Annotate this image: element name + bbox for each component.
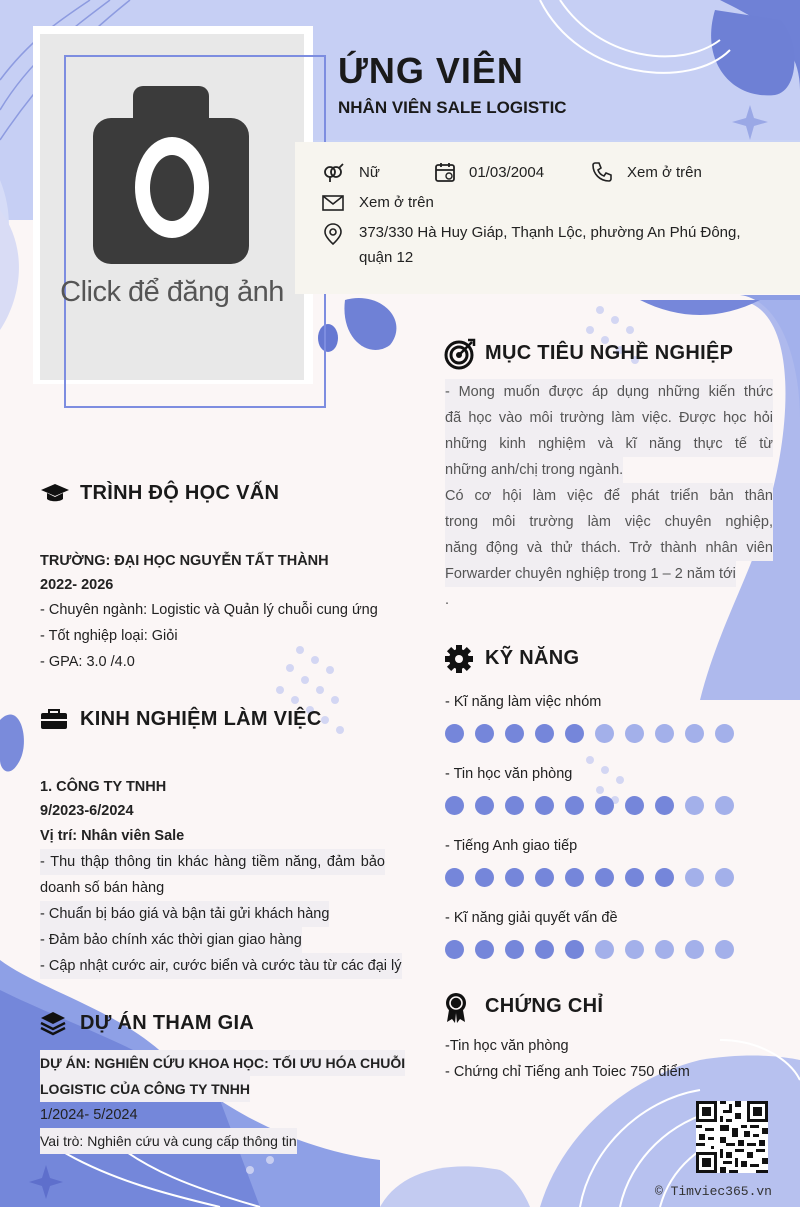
- award-icon: [444, 992, 468, 1024]
- skill-dot-filled: [505, 724, 524, 743]
- layers-icon: [40, 1010, 66, 1036]
- experience-duty: - Chuẩn bị báo giá và bận tải gửi khách hàng: [40, 901, 329, 927]
- skill-dot-filled: [475, 868, 494, 887]
- objective-line: trong môi trường làm việc chuyên nghiệp,: [445, 509, 773, 535]
- experience-period: 9/2023-6/2024: [40, 803, 134, 819]
- calendar-icon: [434, 161, 456, 183]
- skills-title: KỸ NĂNG: [485, 647, 580, 669]
- skill-label: - Tin học văn phòng: [445, 766, 573, 782]
- skill-dot-filled: [445, 940, 464, 959]
- gender-icon: [322, 163, 344, 183]
- experience-title: KINH NGHIỆM LÀM VIỆC: [80, 708, 322, 730]
- phone-value: Xem ở trên: [627, 164, 702, 181]
- skill-dot-filled: [445, 724, 464, 743]
- experience-position: Vị trí: Nhân viên Sale: [40, 828, 185, 844]
- skill-dot-empty: [715, 724, 734, 743]
- skill-dot-empty: [685, 796, 704, 815]
- objective-line: những kinh nghiệm và kĩ năng thực tế từ: [445, 431, 773, 457]
- certificate-item: - Chứng chỉ Tiếng anh Toiec 750 điểm: [445, 1064, 690, 1080]
- graduation-cap-icon: [40, 482, 70, 504]
- project-role: Vai trò: Nghiên cứu và cung cấp thông tin: [40, 1128, 297, 1154]
- qr-code-icon: [696, 1101, 768, 1173]
- mail-icon: [322, 194, 344, 212]
- phone-icon: [591, 161, 613, 183]
- education-line: - Tốt nghiệp loại: Giỏi: [40, 628, 178, 644]
- project-name: LOGISTIC CỦA CÔNG TY TNHH: [40, 1076, 250, 1102]
- skill-dot-filled: [475, 940, 494, 959]
- gear-icon: [444, 644, 474, 674]
- skill-dot-filled: [565, 868, 584, 887]
- skill-dot-filled: [535, 940, 554, 959]
- skill-label: - Kĩ năng làm việc nhóm: [445, 694, 602, 710]
- objective-line: những anh/chị trong ngành.: [445, 457, 623, 483]
- candidate-name: ỨNG VIÊN: [338, 50, 524, 91]
- address-line-1: 373/330 Hà Huy Giáp, Thạnh Lộc, phường An Phú Đông,: [359, 224, 741, 241]
- skill-dot-empty: [655, 724, 674, 743]
- skill-dot-filled: [505, 796, 524, 815]
- location-icon: [324, 223, 342, 245]
- photo-upload-caption[interactable]: Click để đăng ảnh: [60, 276, 284, 308]
- skill-dot-filled: [535, 724, 554, 743]
- objective-line: Có cơ hội làm việc để phát triển bản thân: [445, 483, 773, 509]
- skill-label: - Tiếng Anh giao tiếp: [445, 838, 578, 854]
- education-title: TRÌNH ĐỘ HỌC VẤN: [80, 482, 280, 504]
- camera-lens: [150, 155, 194, 221]
- skill-dot-empty: [625, 724, 644, 743]
- experience-duty: doanh số bán hàng: [40, 880, 165, 896]
- skill-dot-filled: [595, 868, 614, 887]
- experience-duty: - Thu thập thông tin khác hàng tiềm năng, đảm bảo: [40, 849, 385, 875]
- footer-copyright: © Timviec365.vn: [654, 1184, 772, 1199]
- project-name: DỰ ÁN: NGHIÊN CỨU KHOA HỌC: TỐI ƯU HÓA CHUỖI: [40, 1050, 405, 1076]
- skill-dot-filled: [445, 868, 464, 887]
- skill-dot-filled: [565, 940, 584, 959]
- birthdate-value: 01/03/2004: [469, 164, 545, 181]
- projects-title: DỰ ÁN THAM GIA: [80, 1012, 255, 1034]
- skill-dot-filled: [535, 796, 554, 815]
- skill-dot-empty: [625, 940, 644, 959]
- skill-dot-filled: [475, 724, 494, 743]
- skill-rating: [445, 796, 734, 815]
- skill-dot-filled: [535, 868, 554, 887]
- skill-dot-filled: [655, 868, 674, 887]
- address-line-2: quận 12: [359, 249, 414, 266]
- objective-line: Forwarder chuyên nghiệp trong 1 – 2 năm tới: [445, 561, 736, 587]
- skill-rating: [445, 940, 734, 959]
- skill-dot-empty: [595, 724, 614, 743]
- skill-dot-filled: [475, 796, 494, 815]
- skill-dot-empty: [685, 940, 704, 959]
- experience-duty: - Cập nhật cước air, cước biển và cước tàu từ các đại lý: [40, 953, 402, 979]
- skill-dot-empty: [715, 868, 734, 887]
- skill-dot-empty: [655, 940, 674, 959]
- education-line: - Chuyên ngành: Logistic và Quản lý chuỗi cung ứng: [40, 602, 378, 618]
- skill-dot-filled: [655, 796, 674, 815]
- skill-dot-filled: [565, 724, 584, 743]
- certificates-title: CHỨNG CHỈ: [485, 995, 604, 1017]
- skill-rating: [445, 868, 734, 887]
- objective-title: MỤC TIÊU NGHỀ NGHIỆP: [485, 342, 734, 364]
- skill-dot-empty: [685, 868, 704, 887]
- education-line: - GPA: 3.0 /4.0: [40, 654, 135, 670]
- skill-dot-filled: [595, 796, 614, 815]
- briefcase-icon: [40, 708, 68, 730]
- gender-value: Nữ: [359, 164, 380, 181]
- skill-dot-filled: [625, 796, 644, 815]
- skill-dot-empty: [715, 796, 734, 815]
- objective-line: năng động và thử thách. Trở thành nhân viên: [445, 535, 773, 561]
- skill-label: - Kĩ năng giải quyết vấn đề: [445, 910, 618, 926]
- objective-line: - Mong muốn được áp dụng những kiến thức: [445, 379, 773, 405]
- skill-rating: [445, 724, 734, 743]
- experience-company: 1. CÔNG TY TNHH: [40, 779, 167, 795]
- skill-dot-filled: [445, 796, 464, 815]
- email-value: Xem ở trên: [359, 194, 434, 211]
- skill-dot-empty: [685, 724, 704, 743]
- objective-line: .: [445, 592, 450, 608]
- skill-dot-filled: [505, 940, 524, 959]
- education-years: 2022- 2026: [40, 577, 114, 593]
- objective-line: đã học vào môi trường làm việc. Được học hỏi: [445, 405, 773, 431]
- skill-dot-filled: [505, 868, 524, 887]
- experience-duty: - Đảm bảo chính xác thời gian giao hàng: [40, 927, 302, 953]
- education-school: TRƯỜNG: ĐẠI HỌC NGUYỄN TẤT THÀNH: [40, 553, 329, 569]
- skill-dot-filled: [625, 868, 644, 887]
- skill-dot-filled: [565, 796, 584, 815]
- target-icon: [444, 338, 476, 370]
- certificate-item: -Tin học văn phòng: [445, 1038, 569, 1054]
- project-period: 1/2024- 5/2024: [40, 1107, 138, 1123]
- skill-dot-empty: [715, 940, 734, 959]
- skill-dot-empty: [595, 940, 614, 959]
- job-title: NHÂN VIÊN SALE LOGISTIC: [338, 98, 567, 117]
